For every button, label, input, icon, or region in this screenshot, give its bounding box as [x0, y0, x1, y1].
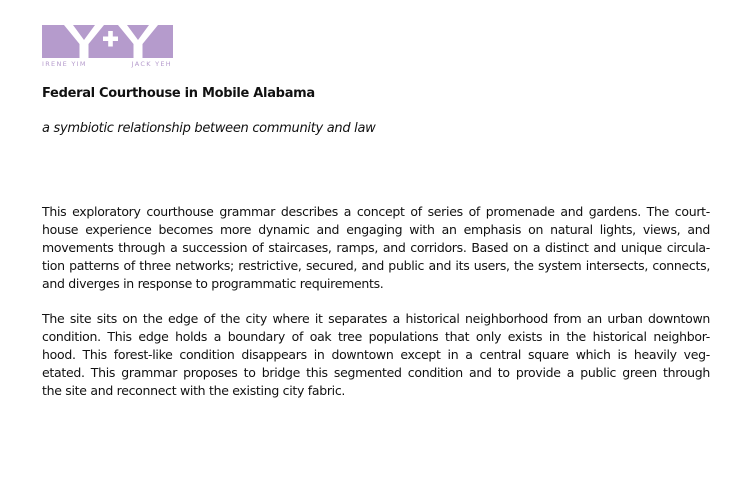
- logo-mark: [42, 25, 173, 58]
- paragraph-line: condition. This edge holds a boundary of oak tree populations that only exists in the historical neighbor-: [42, 329, 710, 344]
- logo-name-irene-yim: IRENE YIM: [42, 60, 87, 68]
- paragraph-line: tion patterns of three networks; restrictive, secured, and public and its users, the system intersects, connects,: [42, 258, 710, 273]
- y-plus-y-logo-icon: [42, 25, 173, 58]
- paragraph-line: The site sits on the edge of the city where it separates a historical neighborhood from an urban downtown: [42, 311, 710, 326]
- paragraph-line: and diverges in response to programmatic requirements.: [42, 276, 384, 291]
- paragraph-grammar-description: [42, 203, 710, 293]
- document-title: Federal Courthouse in Mobile Alabama: [42, 86, 315, 101]
- paragraph-line: the site and reconnect with the existing city fabric.: [42, 383, 346, 398]
- paragraph-line: etated. This grammar proposes to bridge this segmented condition and to provide a public green through: [42, 365, 710, 380]
- logo: [42, 25, 173, 68]
- paragraph-line: house experience becomes more dynamic and engaging with an emphasis on natural lights, views, and: [42, 222, 710, 237]
- paragraph-line: This exploratory courthouse grammar describes a concept of series of promenade and gardens. The court-: [42, 204, 710, 219]
- logo-names: [42, 61, 173, 69]
- paragraph-line: hood. This forest-like condition disappears in downtown except in a central square which is heavily veg-: [42, 347, 710, 362]
- paragraph-line: movements through a succession of staircases, ramps, and corridors. Based on a distinct and unique circula-: [42, 240, 710, 255]
- logo-name-jack-yeh: JACK YEH: [131, 60, 172, 68]
- document-subtitle: a symbiotic relationship between community and law: [42, 121, 376, 136]
- paragraph-site-description: [42, 310, 710, 400]
